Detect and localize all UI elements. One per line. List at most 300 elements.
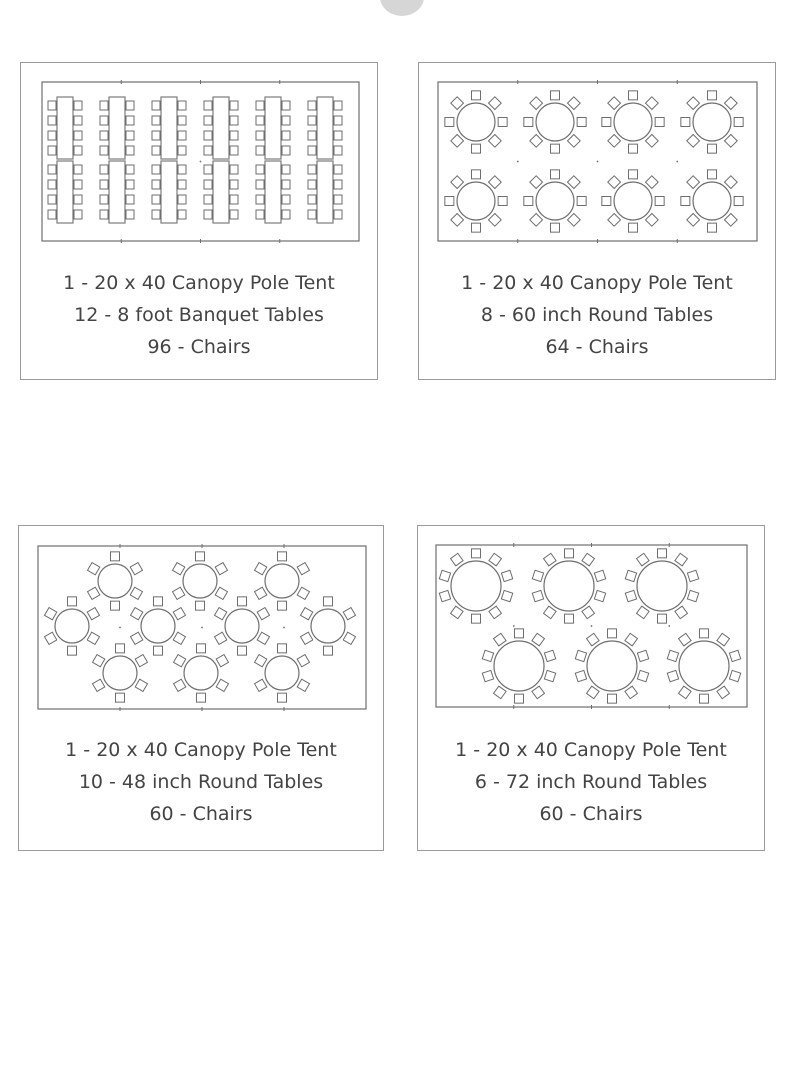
chair <box>230 101 238 110</box>
chair <box>230 195 238 204</box>
chair <box>532 570 543 581</box>
chair <box>173 563 185 575</box>
chair <box>565 614 574 623</box>
chair <box>126 165 134 174</box>
chair <box>238 646 247 655</box>
chair <box>708 223 717 232</box>
chair <box>308 195 316 204</box>
chair <box>602 118 611 127</box>
chair <box>74 165 82 174</box>
chair <box>451 553 464 566</box>
chair <box>551 91 560 100</box>
chair <box>655 197 664 206</box>
chair <box>74 210 82 219</box>
chair <box>451 213 464 226</box>
chair <box>524 197 533 206</box>
chair <box>501 570 512 581</box>
layout-card-48-inch-round <box>18 525 384 851</box>
chair <box>308 116 316 125</box>
chair <box>472 144 481 153</box>
chair <box>637 670 648 681</box>
round-table <box>536 103 574 141</box>
chair <box>256 165 264 174</box>
round-table <box>693 103 731 141</box>
chair <box>482 650 493 661</box>
chair <box>152 180 160 189</box>
chairs-label: 64 - Chairs <box>545 336 649 358</box>
chair <box>282 195 290 204</box>
tables-label: 6 - 72 inch Round Tables <box>474 771 708 793</box>
chair <box>645 134 658 147</box>
chair <box>100 195 108 204</box>
chair <box>48 180 56 189</box>
chair <box>515 694 524 703</box>
chair <box>301 632 313 644</box>
chair <box>135 679 147 691</box>
chair <box>582 606 595 619</box>
chair <box>87 632 99 644</box>
chair <box>301 608 313 620</box>
chair <box>629 144 638 153</box>
chair <box>675 553 688 566</box>
layout-caption <box>19 734 383 830</box>
round-table <box>457 182 495 220</box>
chair <box>278 693 287 702</box>
chair <box>658 614 667 623</box>
chair <box>724 176 737 189</box>
chair <box>74 180 82 189</box>
center-pole-dot <box>513 625 515 627</box>
chair <box>472 91 481 100</box>
center-pole-dot <box>201 627 203 629</box>
banquet-table <box>57 97 73 159</box>
chair <box>93 679 105 691</box>
center-pole-dot <box>517 161 519 163</box>
chair <box>48 146 56 155</box>
chair <box>256 101 264 110</box>
chair <box>204 116 212 125</box>
chair <box>68 646 77 655</box>
center-pole-dot <box>676 161 678 163</box>
round-table <box>311 609 345 643</box>
chair <box>178 210 186 219</box>
center-pole-dot <box>591 625 593 627</box>
chair <box>501 590 512 601</box>
round-table <box>614 182 652 220</box>
round-table <box>451 561 501 611</box>
chair <box>708 91 717 100</box>
chair <box>230 116 238 125</box>
layout-caption <box>418 734 764 830</box>
chair <box>152 195 160 204</box>
layout-card-72-inch-round <box>417 525 765 851</box>
center-pole-dot <box>200 161 202 163</box>
chair <box>308 165 316 174</box>
round-table <box>536 182 574 220</box>
chair <box>681 197 690 206</box>
chair <box>729 670 740 681</box>
chair <box>594 570 605 581</box>
chair <box>204 210 212 219</box>
chair <box>582 553 595 566</box>
chair <box>135 655 147 667</box>
chair <box>215 632 227 644</box>
chair <box>154 597 163 606</box>
chair <box>100 131 108 140</box>
round-table <box>693 182 731 220</box>
round-table <box>183 564 217 598</box>
chair <box>152 131 160 140</box>
chair <box>681 118 690 127</box>
chair <box>724 97 737 110</box>
chair <box>256 131 264 140</box>
chair <box>489 606 502 619</box>
round-table <box>265 564 299 598</box>
chair <box>530 176 543 189</box>
chair <box>178 180 186 189</box>
chair <box>334 116 342 125</box>
chair <box>594 590 605 601</box>
chair <box>308 146 316 155</box>
chair <box>687 213 700 226</box>
chair <box>204 146 212 155</box>
chairs-label: 96 - Chairs <box>147 336 251 358</box>
chair <box>494 686 507 699</box>
chair <box>116 644 125 653</box>
chair <box>87 608 99 620</box>
chair <box>451 97 464 110</box>
chair <box>131 608 143 620</box>
chair <box>154 646 163 655</box>
chair <box>308 180 316 189</box>
chair <box>515 629 524 638</box>
chair <box>178 165 186 174</box>
chair <box>282 146 290 155</box>
banquet-table <box>265 161 281 223</box>
chair <box>204 131 212 140</box>
chair <box>100 101 108 110</box>
chair <box>629 170 638 179</box>
chair <box>530 213 543 226</box>
banquet-table <box>109 161 125 223</box>
chair <box>544 553 557 566</box>
chair <box>204 180 212 189</box>
chair <box>524 118 533 127</box>
tables-label: 10 - 48 inch Round Tables <box>78 771 324 793</box>
chair <box>625 633 638 646</box>
banquet-table <box>161 97 177 159</box>
chair <box>551 144 560 153</box>
chair <box>587 633 600 646</box>
chair <box>334 180 342 189</box>
chairs-label: 60 - Chairs <box>539 803 643 825</box>
chair <box>717 633 730 646</box>
chair <box>625 570 636 581</box>
chair <box>255 679 267 691</box>
chair <box>482 670 493 681</box>
chair <box>152 146 160 155</box>
chair <box>724 213 737 226</box>
chair <box>679 686 692 699</box>
chair <box>173 632 185 644</box>
center-pole-dot <box>283 627 285 629</box>
chair <box>130 587 142 599</box>
chair <box>667 650 678 661</box>
chair <box>178 195 186 204</box>
chair <box>45 608 57 620</box>
chair <box>255 563 267 575</box>
chair <box>334 165 342 174</box>
banquet-table <box>265 97 281 159</box>
chair <box>675 606 688 619</box>
chair <box>100 210 108 219</box>
round-table <box>679 641 729 691</box>
round-table <box>637 561 687 611</box>
layout-caption <box>21 267 377 363</box>
chair <box>173 608 185 620</box>
chair <box>637 606 650 619</box>
chair <box>48 210 56 219</box>
chair <box>282 131 290 140</box>
chair <box>178 116 186 125</box>
round-table <box>265 656 299 690</box>
chair <box>567 134 580 147</box>
chair <box>88 587 100 599</box>
round-table <box>55 609 89 643</box>
chair <box>230 165 238 174</box>
round-table <box>457 103 495 141</box>
round-table <box>587 641 637 691</box>
chair <box>567 213 580 226</box>
chair <box>451 176 464 189</box>
center-pole-dot <box>597 161 599 163</box>
chair <box>282 210 290 219</box>
chair <box>256 146 264 155</box>
chair <box>544 670 555 681</box>
chair <box>530 97 543 110</box>
chair <box>126 195 134 204</box>
banquet-table <box>317 161 333 223</box>
tent-label: 1 - 20 x 40 Canopy Pole Tent <box>65 739 337 761</box>
chair <box>645 213 658 226</box>
chair <box>116 693 125 702</box>
chair <box>74 131 82 140</box>
chair <box>100 116 108 125</box>
chair <box>608 213 621 226</box>
chair <box>472 549 481 558</box>
chair <box>687 134 700 147</box>
tent-label: 1 - 20 x 40 Canopy Pole Tent <box>63 272 335 294</box>
chair <box>197 644 206 653</box>
chair <box>625 590 636 601</box>
chair <box>488 213 501 226</box>
tent-floorplan-60-inch-round <box>419 63 777 253</box>
chair <box>734 197 743 206</box>
chair <box>196 552 205 561</box>
chair <box>729 650 740 661</box>
chair <box>608 176 621 189</box>
chair <box>488 176 501 189</box>
chair <box>45 632 57 644</box>
chair <box>687 176 700 189</box>
round-table <box>544 561 594 611</box>
chair <box>324 597 333 606</box>
chair <box>74 116 82 125</box>
chair <box>230 131 238 140</box>
chair <box>204 101 212 110</box>
chair <box>230 210 238 219</box>
chair <box>687 97 700 110</box>
chair <box>173 587 185 599</box>
chair <box>451 134 464 147</box>
chair <box>297 655 309 667</box>
chair <box>472 614 481 623</box>
layout-card-banquet <box>20 62 378 380</box>
chair <box>334 131 342 140</box>
chair <box>278 601 287 610</box>
chair <box>197 693 206 702</box>
chair <box>255 587 267 599</box>
chair <box>324 646 333 655</box>
chair <box>256 180 264 189</box>
chair <box>68 597 77 606</box>
chair <box>532 633 545 646</box>
round-table <box>141 609 175 643</box>
chair <box>308 131 316 140</box>
chair <box>451 606 464 619</box>
chair <box>152 210 160 219</box>
chair <box>88 563 100 575</box>
top-scroll-indicator <box>380 0 424 16</box>
chair <box>489 553 502 566</box>
chair <box>282 101 290 110</box>
chair <box>152 101 160 110</box>
chair <box>551 223 560 232</box>
chair <box>256 195 264 204</box>
chair <box>488 134 501 147</box>
layout-caption <box>419 267 775 363</box>
chair <box>282 180 290 189</box>
chair <box>608 134 621 147</box>
round-table <box>98 564 132 598</box>
chair <box>608 97 621 110</box>
chair <box>100 165 108 174</box>
chair <box>700 629 709 638</box>
chair <box>575 650 586 661</box>
chair <box>48 131 56 140</box>
chair <box>708 144 717 153</box>
chair <box>178 131 186 140</box>
chair <box>532 590 543 601</box>
chair <box>130 563 142 575</box>
chair <box>48 116 56 125</box>
chair <box>637 553 650 566</box>
chair <box>126 146 134 155</box>
chair <box>687 570 698 581</box>
chair <box>445 197 454 206</box>
chair <box>215 563 227 575</box>
round-table <box>494 641 544 691</box>
chair <box>667 670 678 681</box>
chair <box>658 549 667 558</box>
chair <box>687 590 698 601</box>
chair <box>216 679 228 691</box>
chair <box>724 134 737 147</box>
chair <box>308 101 316 110</box>
center-pole-dot <box>668 625 670 627</box>
round-table <box>184 656 218 690</box>
chair <box>494 633 507 646</box>
chair <box>629 91 638 100</box>
chair <box>472 223 481 232</box>
chair <box>608 694 617 703</box>
chair <box>256 210 264 219</box>
chair <box>204 165 212 174</box>
tables-label: 12 - 8 foot Banquet Tables <box>74 304 324 326</box>
chair <box>297 587 309 599</box>
chair <box>334 195 342 204</box>
chair <box>717 686 730 699</box>
chair <box>629 223 638 232</box>
chair <box>565 549 574 558</box>
tent-label: 1 - 20 x 40 Canopy Pole Tent <box>461 272 733 294</box>
chair <box>111 552 120 561</box>
round-table <box>614 103 652 141</box>
chair <box>74 195 82 204</box>
chair <box>334 101 342 110</box>
chair <box>297 563 309 575</box>
chair <box>174 655 186 667</box>
chair <box>100 180 108 189</box>
chair <box>74 146 82 155</box>
chair <box>625 686 638 699</box>
chair <box>567 176 580 189</box>
chair <box>126 131 134 140</box>
chair <box>282 116 290 125</box>
chair <box>126 101 134 110</box>
chair <box>48 101 56 110</box>
tables-label: 8 - 60 inch Round Tables <box>480 304 714 326</box>
chair <box>216 655 228 667</box>
chair <box>343 608 355 620</box>
chair <box>178 101 186 110</box>
chair <box>230 146 238 155</box>
chair <box>498 118 507 127</box>
chair <box>111 601 120 610</box>
chair <box>255 655 267 667</box>
banquet-table <box>317 97 333 159</box>
chair <box>152 116 160 125</box>
chair <box>488 97 501 110</box>
chair <box>256 116 264 125</box>
banquet-table <box>57 161 73 223</box>
chair <box>734 118 743 127</box>
banquet-table <box>109 97 125 159</box>
chair <box>126 210 134 219</box>
chair <box>238 597 247 606</box>
chair <box>637 650 648 661</box>
chair <box>439 590 450 601</box>
chair <box>152 165 160 174</box>
chair <box>282 165 290 174</box>
chair <box>532 686 545 699</box>
chair <box>575 670 586 681</box>
tent-floorplan-72-inch-round <box>418 526 766 726</box>
banquet-table <box>213 97 229 159</box>
chair <box>602 197 611 206</box>
chair <box>297 679 309 691</box>
chair <box>608 629 617 638</box>
